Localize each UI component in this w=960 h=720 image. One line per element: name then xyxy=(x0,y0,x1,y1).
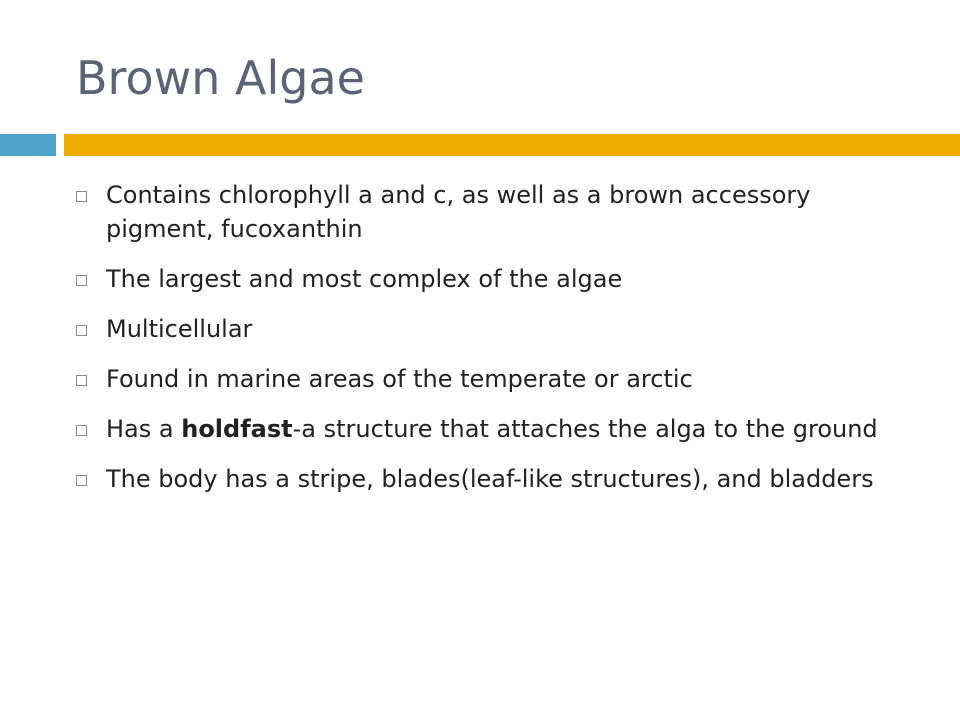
bullet-text: The largest and most complex of the algae xyxy=(106,265,623,293)
term-holdfast: holdfast xyxy=(181,415,293,443)
square-bullet-icon xyxy=(76,375,87,386)
bullet-text: Contains chlorophyll a and c, as well as a brown accessory pigment, fucoxanthin xyxy=(106,181,811,243)
square-bullet-icon xyxy=(76,325,87,336)
square-bullet-icon xyxy=(76,425,87,436)
bullet-item xyxy=(76,262,906,296)
bullet-item xyxy=(76,178,906,246)
square-bullet-icon xyxy=(76,475,87,486)
bullet-list xyxy=(76,178,906,512)
bullet-item xyxy=(76,312,906,346)
bullet-item xyxy=(76,362,906,396)
accent-bar-right xyxy=(64,134,960,156)
square-bullet-icon xyxy=(76,191,87,202)
bullet-item xyxy=(76,462,906,496)
bullet-text-pre: Has a xyxy=(106,415,182,443)
square-bullet-icon xyxy=(76,275,87,286)
bullet-text: The body has a stripe, blades(leaf-like structures), and bladders xyxy=(106,465,874,493)
bullet-item xyxy=(76,412,906,446)
slide-title: Brown Algae xyxy=(76,51,365,105)
accent-bar-left xyxy=(0,134,56,156)
bullet-text: Found in marine areas of the temperate or arctic xyxy=(106,365,693,393)
bullet-text xyxy=(106,415,878,443)
bullet-text: Multicellular xyxy=(106,315,253,343)
bullet-text-post: -a structure that attaches the alga to the ground xyxy=(292,415,878,443)
